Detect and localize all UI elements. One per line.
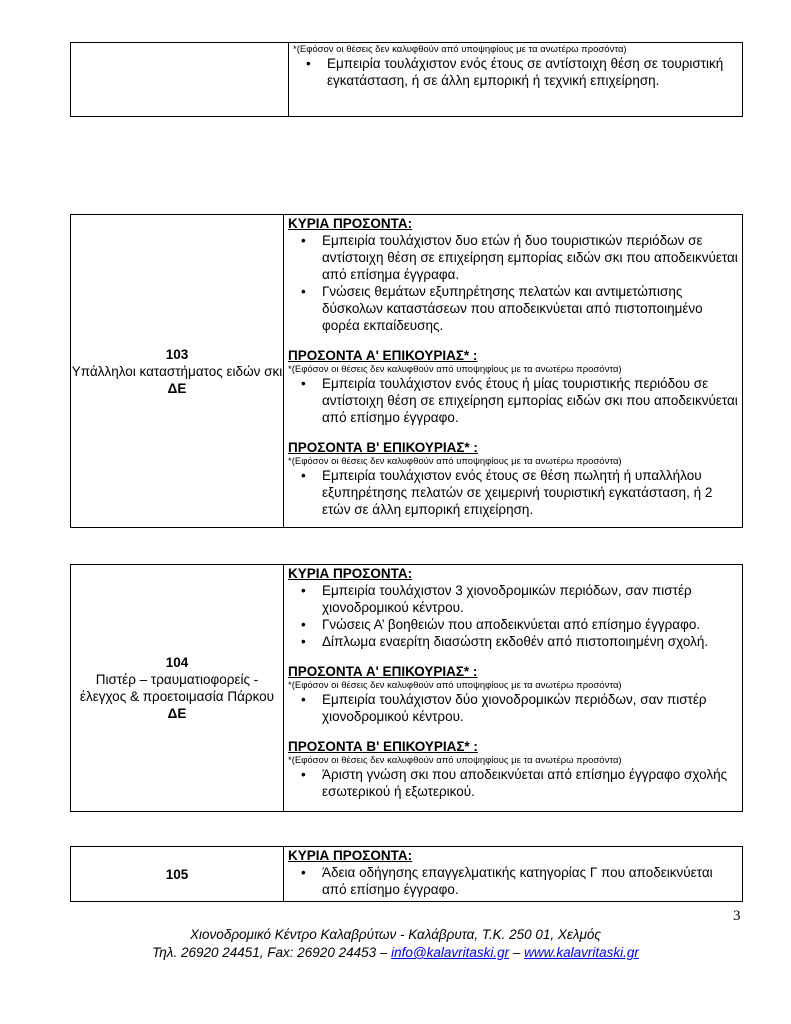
fallback-note: *(Εφόσον οι θέσεις δεν καλυφθούν από υποψηφίους με τα ανωτέρω προσόντα)	[293, 44, 627, 55]
bullet-icon: •	[301, 767, 306, 782]
footer-phone: Τηλ. 26920 24451, Fax: 26920 24453 –	[152, 945, 392, 960]
list-item-text: Γνώσεις Α’ βοηθειών που αποδεικνύεται από επίσημο έγγραφο.	[322, 617, 701, 632]
bullet-icon: •	[301, 634, 306, 649]
list-item	[288, 582, 738, 616]
list-item-text: Δίπλωμα εναερίτη διασώστη εκδοθέν από πιστοποιημένη σχολή.	[322, 634, 709, 649]
list-item-text: Εμπειρία τουλάχιστον ενός έτους ή μίας τουριστικής περιόδου σε αντίστοιχη θέση σε επιχείρηση εμπορίας ειδών σκι που αποδεικνύεται από επίσημο έγγραφο.	[322, 376, 738, 425]
position-cell	[71, 215, 284, 528]
list-item-text: Γνώσεις θεμάτων εξυπηρέτησης πελατών και αντιμετώπισης δύσκολων καταστάσεων που αποδεικνύεται από πιστοποιημένο φορέα εκπαίδευσης.	[322, 284, 703, 333]
bullet-icon: •	[301, 617, 306, 632]
list-item-text: Εμπειρία τουλάχιστον ενός έτους σε θέση πωλητή ή υπαλλήλου εξυπηρέτησης πελατών σε χειμερινή τουριστική εγκατάσταση, ή 2 ετών σε άλλη εμπορική επιχείρηση.	[322, 468, 713, 517]
list-item-text: Άδεια οδήγησης επαγγελματικής κατηγορίας Γ που αποδεικνύεται από επίσημο έγγραφο.	[322, 865, 713, 897]
position-code: 105	[165, 866, 189, 882]
list-item	[288, 467, 738, 518]
requirements-cell	[289, 43, 743, 117]
fallback-note: *(Εφόσον οι θέσεις δεν καλυφθούν από υποψηφίους με τα ανωτέρω προσόντα)	[288, 680, 622, 691]
list-item	[288, 283, 738, 334]
footer-contact	[0, 944, 791, 962]
main-qualifications-list	[288, 232, 738, 334]
fallback-note: *(Εφόσον οι θέσεις δεν καλυφθούν από υποψηφίους με τα ανωτέρω προσόντα)	[288, 755, 622, 766]
table-position-103	[70, 214, 743, 528]
list-item	[288, 633, 738, 650]
position-code: 104	[165, 655, 189, 670]
bullet-icon: •	[306, 56, 311, 71]
bullet-icon: •	[301, 468, 306, 483]
list-item	[288, 864, 738, 898]
table-position-105	[70, 846, 743, 902]
bullet-icon: •	[301, 376, 306, 391]
requirements-cell	[284, 215, 743, 528]
list-item	[288, 691, 738, 725]
bullet-icon: •	[301, 233, 306, 248]
list-item	[288, 375, 738, 426]
list-item-text: Εμπειρία τουλάχιστον δύο χιονοδρομικών περιόδων, σαν πιστέρ χιονοδρομικού κέντρου.	[322, 692, 707, 724]
list-item	[288, 766, 738, 800]
position-cell	[71, 847, 284, 902]
main-qualifications-heading: ΚΥΡΙΑ ΠΡΟΣΟΝΤΑ:	[288, 848, 413, 863]
table-continuation	[70, 42, 743, 117]
table-position-104	[70, 564, 743, 812]
position-category: Υπάλληλοι καταστήματος ειδών σκι	[71, 363, 283, 379]
bullet-icon: •	[301, 583, 306, 598]
b-auxiliary-heading: ΠΡΟΣΟΝΤΑ Β' ΕΠΙΚΟΥΡΙΑΣ* :	[288, 440, 478, 455]
fallback-note: *(Εφόσον οι θέσεις δεν καλυφθούν από υποψηφίους με τα ανωτέρω προσόντα)	[288, 364, 622, 375]
bullet-icon: •	[301, 865, 306, 880]
main-qualifications-list	[288, 864, 738, 898]
footer-address: Χιονοδρομικό Κέντρο Καλαβρύτων - Καλάβρυτα, Τ.Κ. 250 01, Χελμός	[190, 927, 601, 942]
b-auxiliary-list	[288, 766, 738, 800]
a-auxiliary-heading: ΠΡΟΣΟΝΤΑ Α' ΕΠΙΚΟΥΡΙΑΣ* :	[288, 664, 478, 679]
list-item	[288, 232, 738, 283]
footer-separator: –	[509, 945, 525, 960]
website-link[interactable]: www.kalavritaski.gr	[524, 945, 639, 960]
page-number: 3	[733, 908, 741, 924]
education-level: ΔΕ	[167, 706, 187, 721]
main-qualifications-heading: ΚΥΡΙΑ ΠΡΟΣΟΝΤΑ:	[288, 566, 413, 581]
email-link[interactable]: info@kalavritaski.gr	[391, 945, 510, 960]
b-auxiliary-heading: ΠΡΟΣΟΝΤΑ Β' ΕΠΙΚΟΥΡΙΑΣ* :	[288, 739, 478, 754]
fallback-note: *(Εφόσον οι θέσεις δεν καλυφθούν από υποψηφίους με τα ανωτέρω προσόντα)	[288, 456, 622, 467]
main-qualifications-list	[288, 582, 738, 650]
a-auxiliary-list	[288, 691, 738, 725]
list-item-text: Άριστη γνώση σκι που αποδεικνύεται από επίσημο έγγραφο σχολής εσωτερικού ή εξωτερικού.	[322, 767, 728, 799]
position-cell	[71, 565, 284, 812]
requirements-cell	[284, 565, 743, 812]
bullet-icon: •	[301, 692, 306, 707]
bullet-icon: •	[301, 284, 306, 299]
education-level: ΔΕ	[167, 380, 187, 396]
b-auxiliary-list	[288, 467, 738, 518]
main-qualifications-heading: ΚΥΡΙΑ ΠΡΟΣΟΝΤΑ:	[288, 216, 413, 231]
empty-cell	[71, 43, 289, 117]
requirements-cell	[284, 847, 743, 902]
list-item-text: Εμπειρία τουλάχιστον ενός έτους σε αντίστοιχη θέση σε τουριστική εγκατάσταση, ή σε άλλη εμπορική ή τεχνική επιχείρηση.	[327, 56, 724, 88]
bullet-list	[293, 55, 738, 89]
list-item	[293, 55, 738, 89]
a-auxiliary-list	[288, 375, 738, 426]
list-item	[288, 616, 738, 633]
position-code: 103	[165, 346, 189, 362]
position-category: Πιστέρ – τραυματιοφορείς - έλεγχος & προετοιμασία Πάρκου	[79, 672, 275, 704]
list-item-text: Εμπειρία τουλάχιστον 3 χιονοδρομικών περιόδων, σαν πιστέρ χιονοδρομικού κέντρου.	[322, 583, 692, 615]
list-item-text: Εμπειρία τουλάχιστον δυο ετών ή δυο τουριστικών περιόδων σε αντίστοιχη θέση σε επιχείρηση εμπορίας ειδών σκι που αποδεικνύεται από επίσημα έγγραφα.	[322, 233, 738, 282]
a-auxiliary-heading: ΠΡΟΣΟΝΤΑ Α' ΕΠΙΚΟΥΡΙΑΣ* :	[288, 348, 478, 363]
